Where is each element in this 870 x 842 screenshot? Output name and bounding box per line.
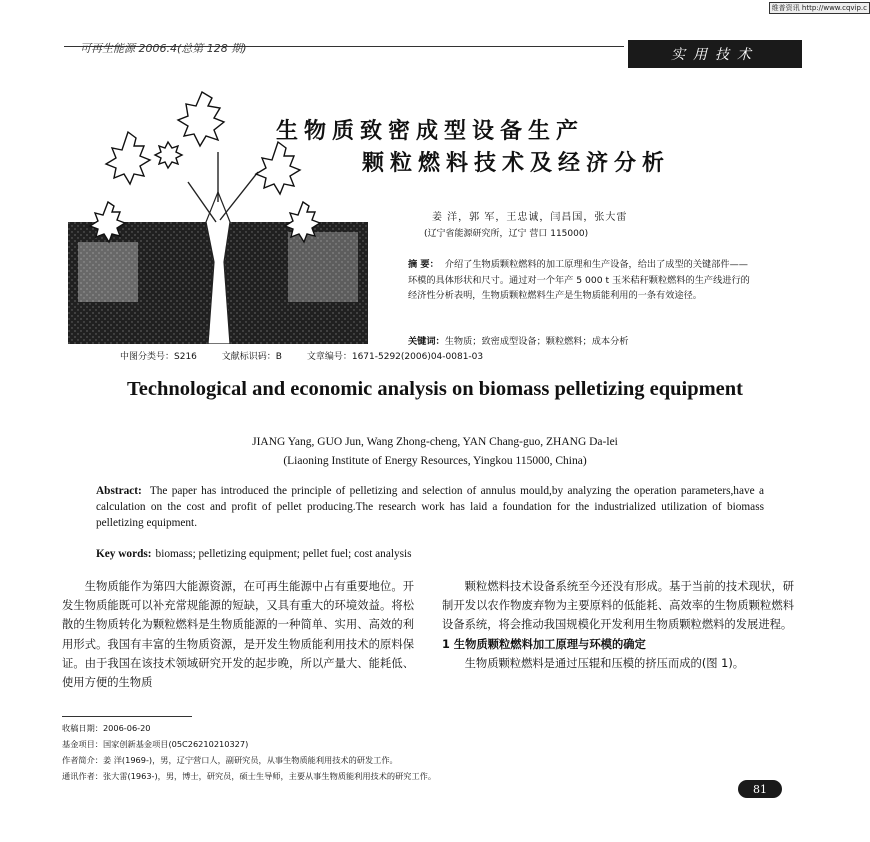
article-number: 文章编号：1671-5292(2006)04-0081-03 <box>306 352 484 362</box>
chinese-keywords-label: 关键词： <box>408 336 445 347</box>
source-watermark: 维普资讯 http://www.cqvip.c <box>769 2 870 14</box>
section-tag: 实用技术 <box>628 40 802 68</box>
chinese-affiliation: (辽宁省能源研究所，辽宁 营口 115000) <box>424 229 589 239</box>
body-column-right <box>442 577 794 673</box>
footnote-author-bio: 作者简介：姜 洋(1969-)，男，辽宁营口人，副研究员，从事生物质能利用技术的研发工作。 <box>62 755 398 765</box>
body-paragraph: 颗粒燃料技术设备系统至今还没有形成。基于当前的技术现状，研制开发以农作物废弃物为主要原料的低能耗、高效率的生物质颗粒燃料设备系统，将会推动我国规模化开发利用生物质颗粒燃料的发展进程。 <box>442 580 794 632</box>
english-affiliation: (Liaoning Institute of Energy Resources, Yingkou 115000, China) <box>283 455 587 467</box>
chinese-abstract <box>408 257 756 304</box>
body-column-left <box>62 577 414 692</box>
body-paragraph: 生物质颗粒燃料是通过压辊和压模的挤压而成的(图 1)。 <box>464 656 745 670</box>
body-paragraph: 生物质能作为第四大能源资源，在可再生能源中占有重要地位。开发生物质能既可以补充常规能源的短缺，又具有重大的环境效益。将松散的生物质转化为颗粒燃料是生物质能源的一种简单、实用、高效的利用形式。我国有丰富的生物质资源，是开发生物质能利用技术的原料保证。由于我国在该技术领域研究开发的起步晚，所以产量大、能耗低、使用方便的生物质 <box>62 580 414 690</box>
journal-running-header: 可再生能源 2006.4(总第 128 期) <box>80 42 247 55</box>
english-keywords <box>96 548 764 560</box>
page-number: 81 <box>738 780 782 798</box>
footnote-received: 收稿日期：2006-06-20 <box>62 723 151 733</box>
footnote-corresponding: 通讯作者：张大雷(1963-)，男，博士，研究员，硕士生导师，主要从事生物质能利用技术的研究工作。 <box>62 771 437 781</box>
document-code: 文献标识码：B <box>221 352 282 362</box>
chinese-abstract-text: 介绍了生物质颗粒燃料的加工原理和生产设备，给出了成型的关键部件——环模的具体形状和尺寸。通过对一个年产 5 000 t 玉米秸秆颗粒燃料的生产线进行的经济性分析表明，生物质颗粒燃料生产是生物质能利用的一条有效途径。 <box>408 259 750 302</box>
classification-line <box>120 349 505 362</box>
chinese-title-line-1: 生物质致密成型设备生产 <box>276 119 585 144</box>
english-keywords-label: Key words: <box>96 548 152 560</box>
english-abstract <box>96 483 764 531</box>
chinese-title-line-2: 颗粒燃料技术及经济分析 <box>362 151 671 176</box>
english-keywords-text: biomass; pelletizing equipment; pellet fuel; cost analysis <box>155 548 412 560</box>
footnotes <box>62 720 762 784</box>
english-abstract-text: The paper has introduced the principle of pelletizing and selection of annulus mould,by analyzing the operation parameters,have a calculation on the cost and profit of pellet producing.The research work has laid a foundation for the industrialized utilization of biomass pelletizing equipment. <box>96 485 764 529</box>
english-abstract-label: Abstract: <box>96 485 142 497</box>
clc-number: 中图分类号：S216 <box>120 352 197 362</box>
english-authors: JIANG Yang, GUO Jun, Wang Zhong-cheng, YAN Chang-guo, ZHANG Da-lei <box>252 436 618 448</box>
section-heading: 1 生物质颗粒燃料加工原理与环模的确定 <box>442 637 646 651</box>
footnote-rule <box>62 716 192 717</box>
chinese-keywords <box>408 333 756 347</box>
chinese-abstract-label: 摘 要： <box>408 259 439 270</box>
chinese-authors: 姜 洋，郭 军，王忠诚，闫昌国，张大雷 <box>432 212 628 223</box>
footnote-fund: 基金项目：国家创新基金项目(05C26210210327) <box>62 739 249 749</box>
chinese-keywords-text: 生物质；致密成型设备；颗粒燃料；成本分析 <box>444 336 629 347</box>
tree-illustration <box>68 72 368 344</box>
english-title: Technological and economic analysis on biomass pelletizing equipment <box>126 378 743 400</box>
